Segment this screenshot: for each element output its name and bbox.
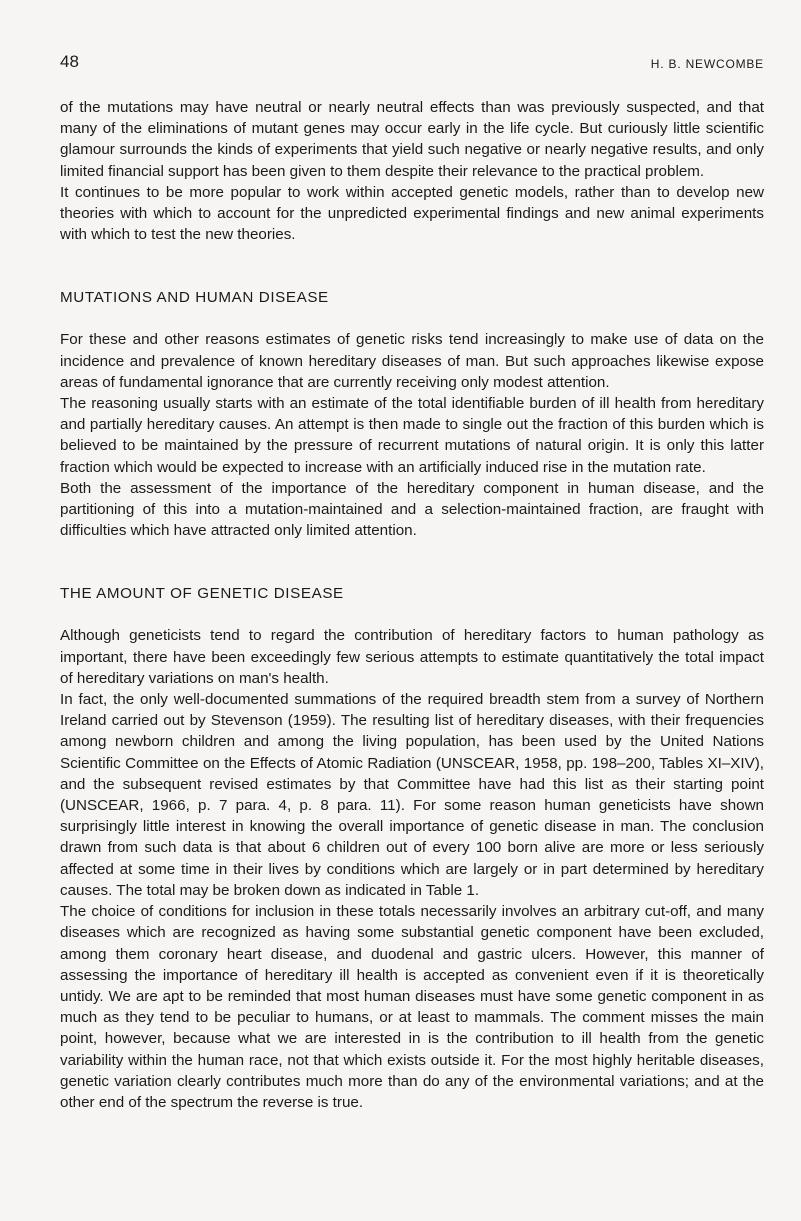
- paragraph: Both the assessment of the importance of the hereditary component in human disease, and the partitioning of this into a mutation-maintained and a selection-maintained fraction, are fraught with difficulties which have attracted only limited attention.: [60, 479, 764, 540]
- paragraph: The reasoning usually starts with an estimate of the total identifiable burden of ill health from hereditary and partially hereditary causes. An attempt is then made to single out the fraction of this burden which is believed to be maintained by the pressure of recurrent mutations of natural origin. It is only this latter fraction which would be expected to increase with an artificially induced rise in the mutation rate.: [60, 395, 764, 476]
- section-heading: THE AMOUNT OF GENETIC DISEASE: [60, 585, 344, 603]
- section-heading: MUTATIONS AND HUMAN DISEASE: [60, 289, 329, 307]
- page-number: 48: [60, 52, 79, 71]
- page-header: [60, 52, 764, 76]
- paragraph: For these and other reasons estimates of genetic risks tend increasingly to make use of data on the incidence and prevalence of known hereditary diseases of man. But such approaches likewise expose areas of fundamental ignorance that are currently receiving only modest attention.: [60, 331, 764, 391]
- running-head: H. B. NEWCOMBE: [650, 57, 764, 71]
- paragraph: Although geneticists tend to regard the contribution of hereditary factors to human pathology as important, there have been exceedingly few serious attempts to estimate quantitatively the total impact of hereditary variations on man's health.: [60, 627, 764, 687]
- body-text: [60, 97, 764, 1113]
- paragraph: It continues to be more popular to work within accepted genetic models, rather than to develop new theories with which to account for the unpredicted experimental findings and new animal experiments with which to test the new theories.: [60, 183, 764, 244]
- paragraph: In fact, the only well-documented summations of the required breadth stem from a survey of Northern Ireland carried out by Stevenson (1959). The resulting list of hereditary diseases, with their frequencies among newborn children and among the living population, has been used by the United Nations Scientific Committee on the Effects of Atomic Radiation (UNSCEAR, 1958, pp. 198–200, Tables XI–XIV), and the subsequent revised estimates by that Committee have had this list as their starting point (UNSCEAR, 1966, p. 7 para. 4, p. 8 para. 11). For some reason human geneticists have shown surprisingly little interest in knowing the overall importance of genetic disease in man. The conclusion drawn from such data is that about 6 children out of every 100 born alive are more or less seriously affected at some time in their lives by conditions which are largely or in part determined by hereditary causes. The total may be broken down as indicated in Table 1.: [60, 691, 764, 899]
- paragraph: The choice of conditions for inclusion in these totals necessarily involves an arbitrary cut-off, and many diseases which are recognized as having some substantial genetic component have been excluded, among them coronary heart disease, and duodenal and gastric ulcers. However, this manner of assessing the importance of hereditary ill health is accepted as convenient even if it is theoretically untidy. We are apt to be reminded that most human diseases must have some genetic component in as much as they tend to be peculiar to humans, or at least to mammals. The comment misses the main point, however, because what we are interested in is the contribution to ill health from the genetic variability within the human race, not that which exists outside it. For the most highly heritable diseases, genetic variation clearly contributes much more than do any of the environmental variations; and at the other end of the spectrum the reverse is true.: [60, 903, 764, 1111]
- paragraph: of the mutations may have neutral or nearly neutral effects than was previously suspected, and that many of the eliminations of mutant genes may occur early in the life cycle. But curiously little scientific glamour surrounds the kinds of experiments that yield such negative or nearly negative results, and only limited financial support has been given to them despite their relevance to the practical problem.: [60, 99, 764, 180]
